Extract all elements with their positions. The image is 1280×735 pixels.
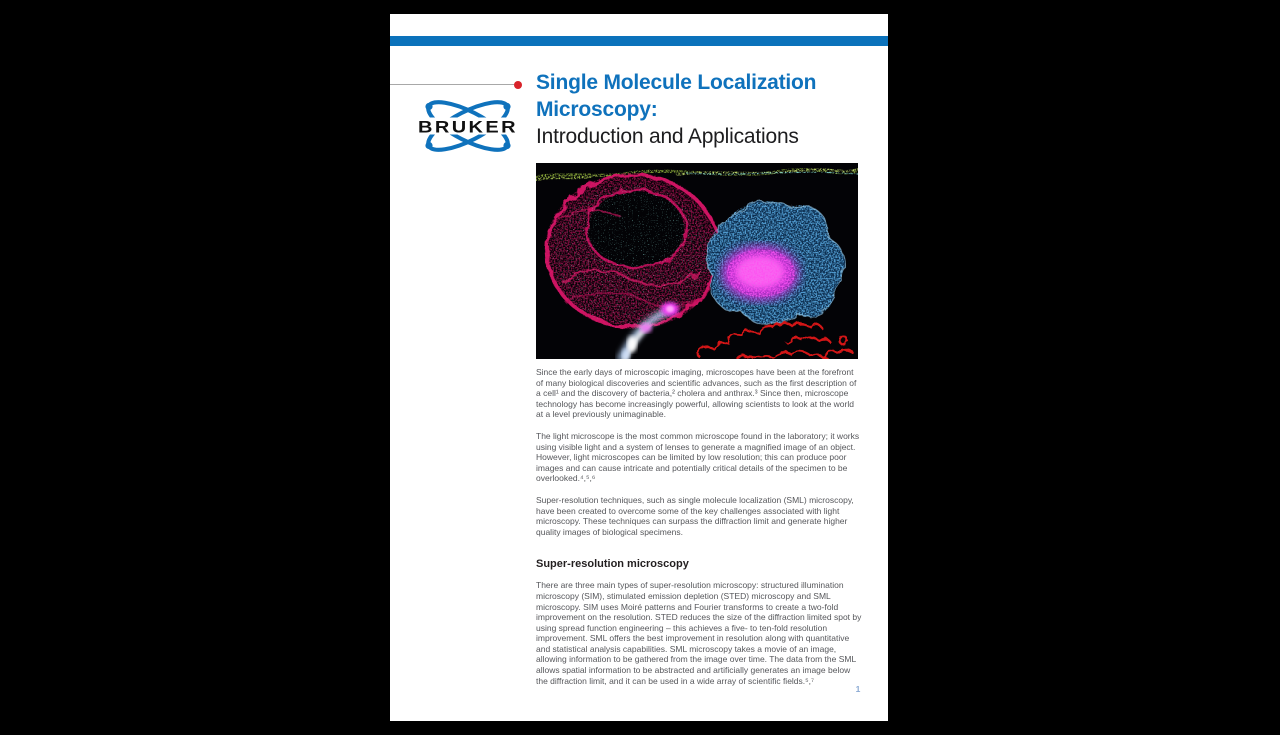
bruker-logo	[417, 98, 519, 154]
title-line-1: Single Molecule Localization	[536, 71, 817, 94]
document-page	[390, 14, 888, 721]
document-title	[536, 69, 881, 150]
title-line-2: Microscopy:	[536, 98, 658, 121]
section-heading: Super-resolution microscopy	[536, 558, 689, 571]
bruker-logo-text: BRUKER	[418, 118, 518, 137]
paragraph-intro-3: Super-resolution techniques, such as single molecule localization (SML) microscopy, have been created to overcome some of the key challenges associated with light microscopy. These techniques can surpass the diffraction limit and generate higher quality images of biological specimens.	[536, 494, 854, 537]
page-number: 1	[855, 684, 861, 694]
leader-line	[390, 84, 514, 85]
paragraph-intro-1: Since the early days of microscopic imaging, microscopes have been at the forefront of many biological discoveries and scientific advances, such as the first description of a cell¹ and the discovery of bacteria,² cholera and anthrax.³ Since then, microscope technology has become increasingly powerful, allowing scientists to look at the world at a level previously unimaginable.	[536, 367, 857, 420]
body-text	[536, 367, 862, 697]
paragraph-section-1: There are three main types of super-resolution microscopy: structured illumination microscopy (SIM), stimulated emission depletion (STED) microscopy and SML microscopy. SIM uses Moiré patterns and Fourier transforms to create a two-fold improvement on the resolution. STED reduces the size of the diffraction limited spot by using spread function engineering – this achieves a five- to ten-fold resolution improvement. SML offers the best improvement in resolution along with quantitative and statistical analysis capabilities. SML microscopy takes a movie of an image, allowing information to be gathered from the image over time. The data from the SML allows spatial information to be abstracted and artificially generates an image below the diffraction limit, and it can be used in a wide array of scientific fields.⁵,⁷	[536, 580, 862, 686]
brand-accent-bar	[390, 36, 888, 46]
bruker-logo-atom-icon	[417, 98, 519, 154]
paragraph-intro-2: The light microscope is the most common microscope found in the laboratory; it works using visible light and a system of lenses to generate a magnified image of an object. However, light microscopes can be limited by low resolution; this can produce poor images and can cause intricate and potentially critical details of the specimen to be overlooked.⁴,⁵,⁶	[536, 430, 860, 484]
fluorescence-microscopy-figure	[536, 163, 858, 359]
title-line-3: Introduction and Applications	[536, 125, 799, 148]
red-bullet-dot	[514, 81, 522, 89]
